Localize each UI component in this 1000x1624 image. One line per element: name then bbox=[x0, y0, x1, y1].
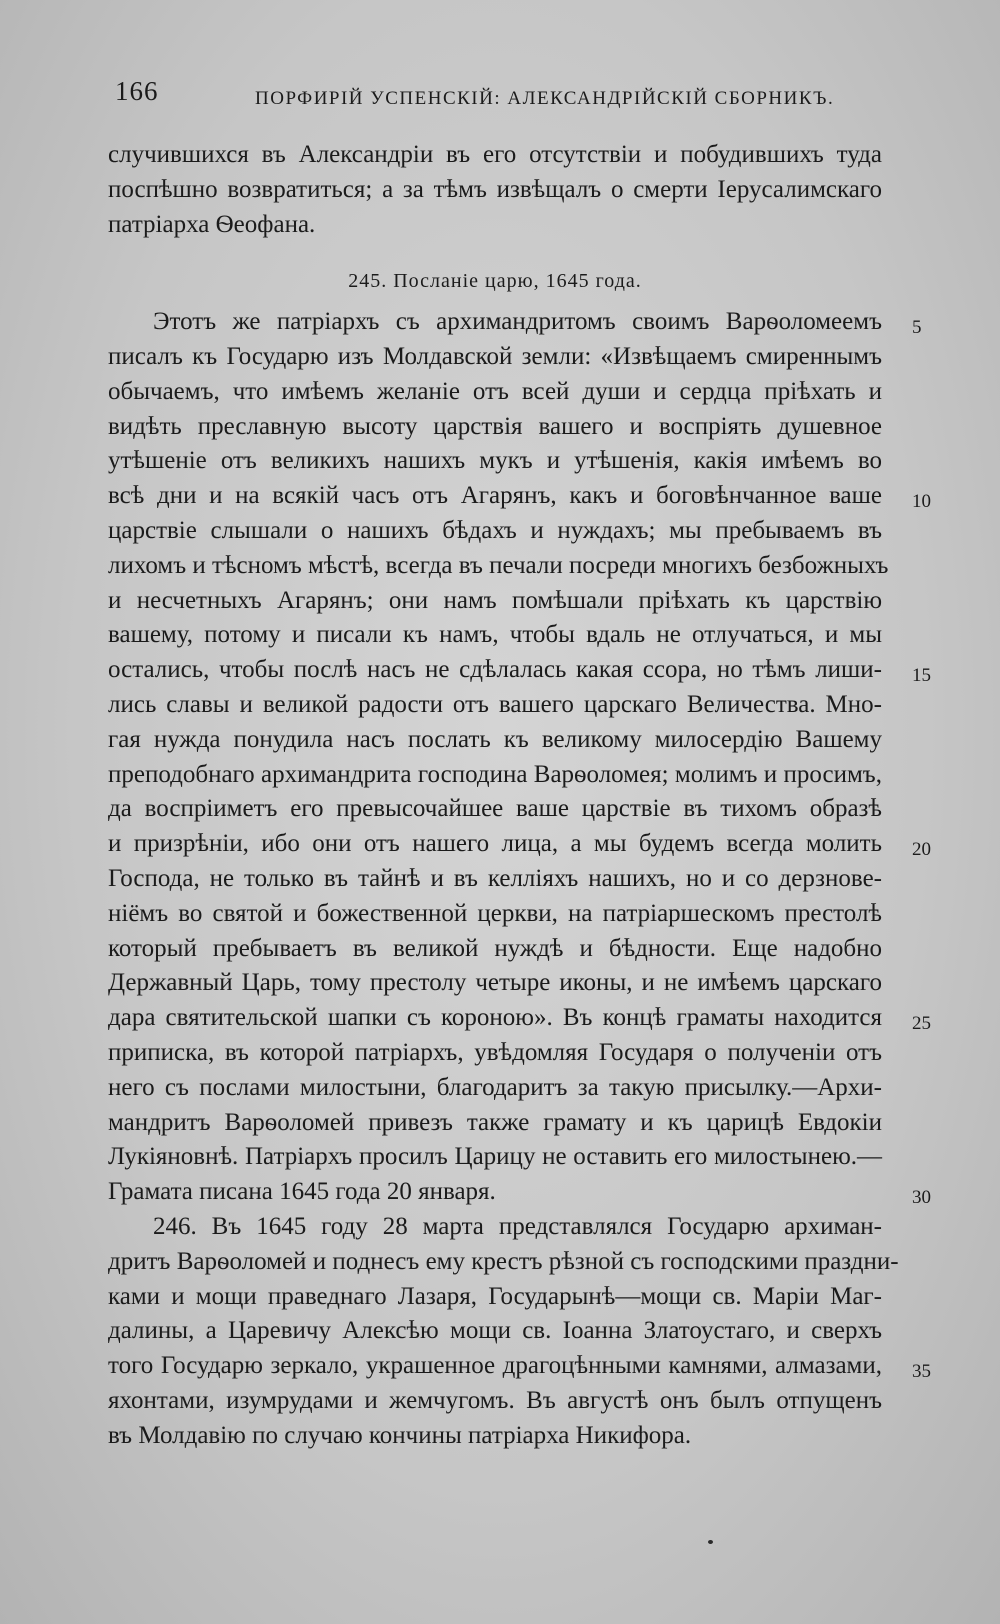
text-line: него съ послами милостыни, благодаритъ за такую присылку.—Архи- bbox=[108, 1073, 882, 1101]
text-line: въ Молдавію по случаю кончины патріарха Никифора. bbox=[108, 1421, 692, 1449]
text-line: мандритъ Варѳоломей привезъ также грамату и къ царицѣ Евдокіи bbox=[108, 1108, 882, 1136]
text-line: преподобнаго архимандрита господина Варѳоломея; молимъ и просимъ, bbox=[108, 760, 882, 788]
text-line: вашему, потому и писали къ намъ, чтобы вдаль не отлучаться, и мы bbox=[108, 621, 882, 649]
text-line: лихомъ и тѣсномъ мѣстѣ, всегда въ печали посреди многихъ безбожныхъ bbox=[108, 551, 889, 579]
text-line: и несчетныхъ Агарянъ; они намъ помѣшали пріѣхать къ царствію bbox=[108, 586, 882, 614]
text-line-content: Этотъ же патріархъ съ архимандритомъ своимъ Варѳоломеемъ bbox=[153, 308, 882, 336]
text-line-content: Грамата писана 1645 года 20 января. bbox=[108, 1178, 496, 1206]
line-number: 5 bbox=[912, 317, 922, 339]
body-text bbox=[108, 138, 931, 1453]
text-line-content: дара святительской шапки съ короною». Въ концѣ граматы находится bbox=[108, 1004, 882, 1032]
text-line bbox=[108, 305, 922, 340]
text-line bbox=[108, 653, 931, 688]
text-line: гая нужда понудила насъ послать къ великому милосердію Вашему bbox=[108, 725, 882, 753]
page-header bbox=[115, 76, 895, 116]
text-line: поспѣшно возвратиться; а за тѣмъ извѣщалъ о смерти Іерусалимскаго bbox=[108, 175, 882, 203]
text-line: дритъ Варѳоломей и поднесъ ему крестъ рѣзной съ господскими праздни- bbox=[108, 1247, 899, 1275]
text-line-content: всѣ дни и на всякій часъ отъ Агарянъ, какъ и боговѣнчанное ваше bbox=[108, 482, 882, 510]
text-line bbox=[108, 479, 931, 514]
text-line: утѣшеніе отъ великихъ нашихъ мукъ и утѣшенія, какія имѣемъ во bbox=[108, 447, 882, 475]
text-line bbox=[108, 1001, 931, 1036]
section-title-245: 245. Посланіе царю, 1645 года. bbox=[348, 270, 642, 293]
text-line-content: остались, чтобы послѣ насъ не сдѣлалась какая ссора, но тѣмъ лиши- bbox=[108, 656, 882, 684]
text-line: Державный Царь, тому престолу четыре иконы, и не имѣемъ царскаго bbox=[108, 969, 882, 997]
text-line bbox=[108, 1175, 931, 1210]
line-number: 35 bbox=[912, 1361, 931, 1383]
text-line-content: и призрѣніи, ибо они отъ нашего лица, а мы будемъ всегда молить bbox=[108, 830, 882, 858]
line-number: 20 bbox=[912, 839, 931, 861]
text-line: ками и мощи праведнаго Лазаря, Государынѣ—мощи св. Маріи Маг- bbox=[108, 1282, 882, 1310]
text-line: 246. Въ 1645 году 28 марта представлялся Государю архиман- bbox=[153, 1212, 882, 1240]
spacer bbox=[108, 242, 882, 264]
text-line: приписка, въ которой патріархъ, увѣдомляя Государя о полученіи отъ bbox=[108, 1038, 882, 1066]
text-line: да воспріиметъ его превысочайшее ваше царствіе въ тихомъ образѣ bbox=[108, 795, 882, 823]
text-line: далины, а Царевичу Алексѣю мощи св. Іоанна Златоустаго, и сверхъ bbox=[108, 1317, 882, 1345]
line-number: 15 bbox=[912, 665, 931, 687]
text-line: ніёмъ во святой и божественной церкви, на патріаршескомъ престолѣ bbox=[108, 899, 882, 927]
page-number: 166 bbox=[115, 76, 159, 106]
text-line: царствіе слышали о нашихъ бѣдахъ и нуждахъ; мы пребываемъ въ bbox=[108, 516, 882, 544]
text-line: обычаемъ, что имѣемъ желаніе отъ всей души и сердца пріѣхать и bbox=[108, 377, 882, 405]
text-line bbox=[108, 1349, 931, 1384]
line-number: 25 bbox=[912, 1013, 931, 1035]
text-line-content: того Государю зеркало, украшенное драгоцѣнными камнями, алмазами, bbox=[108, 1352, 882, 1380]
text-line: который пребываетъ въ великой нуждѣ и бѣдности. Еще надобно bbox=[108, 934, 882, 962]
text-line: яхонтами, изумрудами и жемчугомъ. Въ августѣ онъ былъ отпущенъ bbox=[108, 1386, 882, 1414]
text-line: видѣть преславную высоту царствія вашего и воспріять душевное bbox=[108, 412, 882, 440]
running-title: ПОРФИРІЙ УСПЕНСКІЙ: АЛЕКСАНДРІЙСКІЙ СБОРНИКЪ. bbox=[255, 88, 835, 109]
text-line: Господа, не только въ тайнѣ и въ келліяхъ нашихъ, но и со дерзнове- bbox=[108, 864, 882, 892]
ink-speck bbox=[708, 1540, 713, 1544]
text-line bbox=[108, 827, 931, 862]
text-line: случившихся въ Александріи въ его отсутствіи и побудившихъ туда bbox=[108, 141, 882, 168]
text-line: Лукіяновнѣ. Патріархъ просилъ Царицу не оставить его милостынею.— bbox=[108, 1143, 882, 1171]
line-number: 10 bbox=[912, 491, 931, 513]
text-line: патріарха Ѳеофана. bbox=[108, 210, 316, 238]
line-number: 30 bbox=[912, 1187, 931, 1209]
text-line: лись славы и великой радости отъ вашего царскаго Величества. Мно- bbox=[108, 690, 882, 718]
text-line: писалъ къ Государю изъ Молдавской земли: «Извѣщаемъ смиреннымъ bbox=[108, 342, 882, 370]
